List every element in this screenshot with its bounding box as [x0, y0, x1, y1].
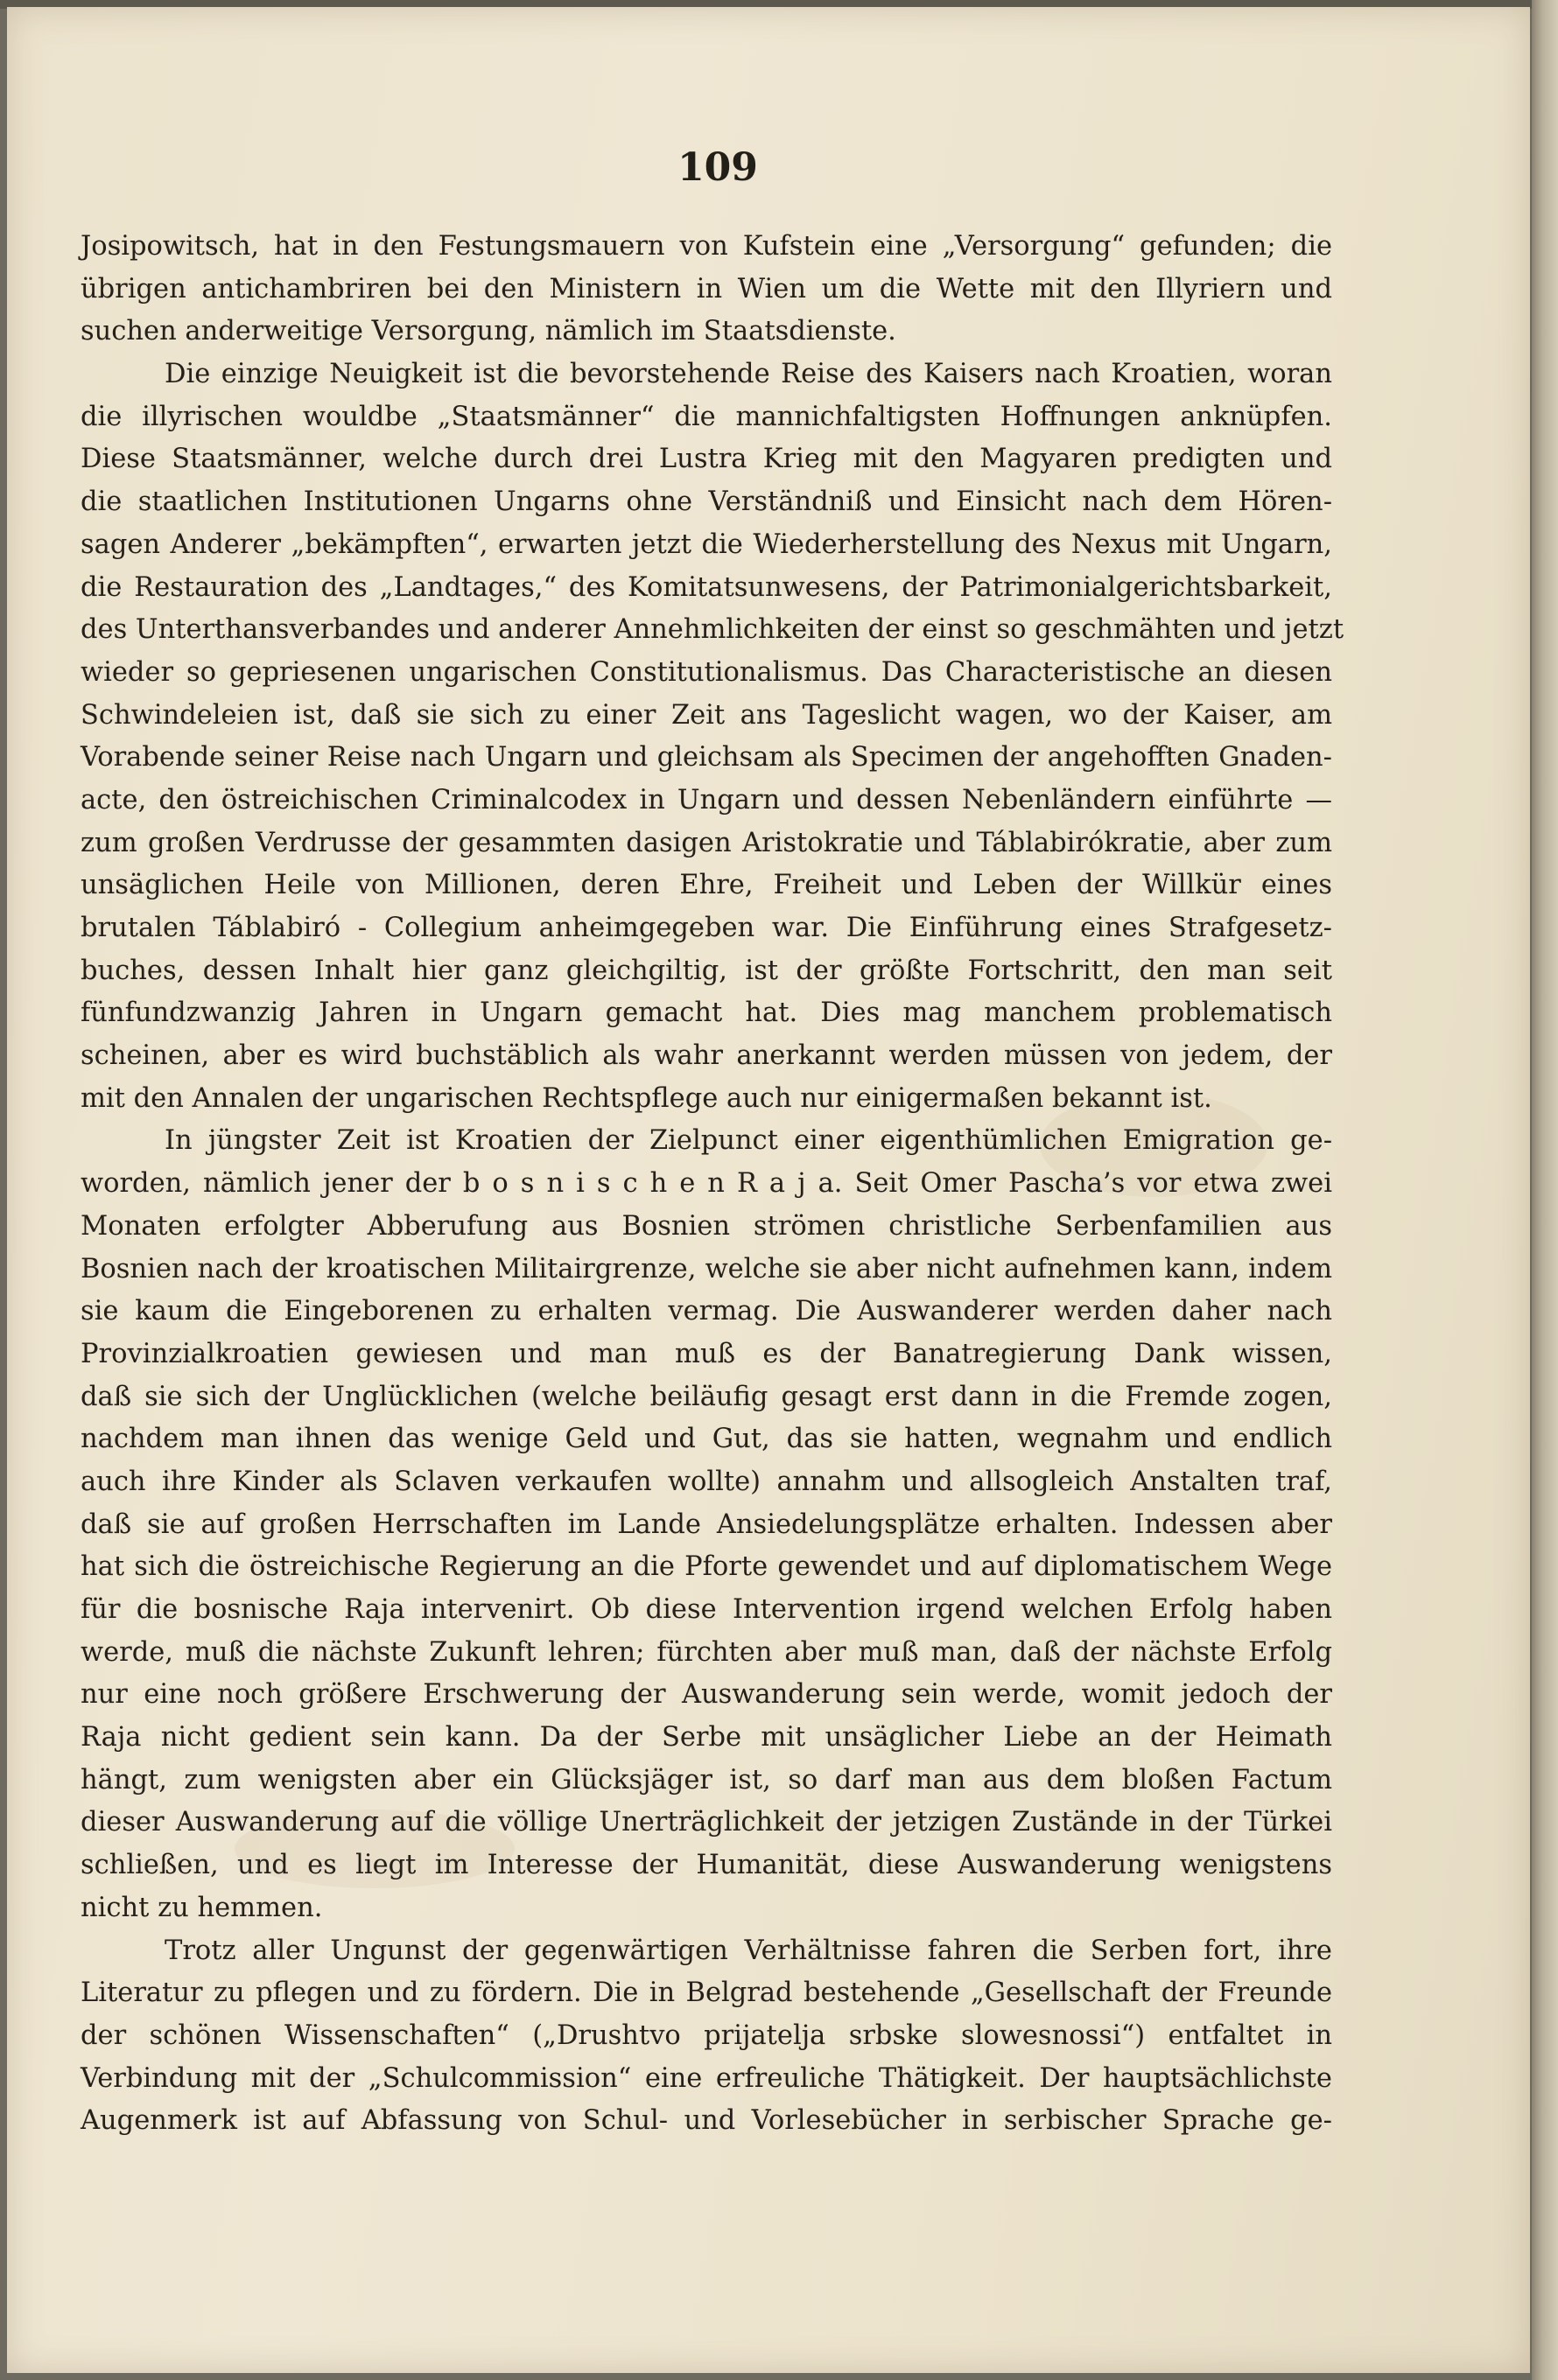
- text-line: nur eine noch größere Erschwerung der Auswanderung sein werde, womit jedoch der: [81, 1679, 1332, 1711]
- scan-edge-right: [1532, 0, 1558, 2380]
- text-line: werde, muß die nächste Zukunft lehren; fürchten aber muß man, daß der nächste Erfolg: [81, 1636, 1332, 1668]
- text-line: Vorabende seiner Reise nach Ungarn und gleichsam als Specimen der angehofften Gnaden-: [81, 742, 1332, 774]
- text-line: Josipowitsch, hat in den Festungsmauern von Kufstein eine „Versorgung“ gefunden; die: [81, 231, 1332, 262]
- book-page: [7, 7, 1530, 2373]
- text-line: zum großen Verdrusse der gesammten dasigen Aristokratie und Táblabirókratie, aber zum: [81, 827, 1332, 858]
- text-line: daß sie auf großen Herrschaften im Lande Ansiedelungsplätze erhalten. Indessen aber: [81, 1508, 1332, 1540]
- text-line: hängt, zum wenigsten aber ein Glücksjäger ist, so darf man aus dem bloßen Factum: [81, 1764, 1332, 1796]
- body-text: [81, 226, 1344, 2143]
- page-number: 109: [677, 145, 758, 190]
- text-line: Bosnien nach der kroatischen Militairgrenze, welche sie aber nicht aufnehmen kann, indem: [81, 1253, 1332, 1284]
- text-line: schließen, und es liegt im Interesse der Humanität, diese Auswanderung wenigstens: [81, 1850, 1332, 1881]
- text-line: hat sich die östreichische Regierung an die Pforte gewendet und auf diplomatischem Wege: [81, 1551, 1332, 1583]
- text-line: dieser Auswanderung auf die völlige Unerträglichkeit der jetzigen Zustände in der Türkei: [81, 1807, 1332, 1838]
- text-line: die illyrischen wouldbe „Staatsmänner“ die mannichfaltigsten Hoffnungen anknüpfen.: [81, 401, 1332, 432]
- text-line: buches, dessen Inhalt hier ganz gleichgiltig, ist der größte Fortschritt, den man seit: [81, 955, 1332, 986]
- text-line: Verbindung mit der „Schulcommission“ eine erfreuliche Thätigkeit. Der hauptsächlichste: [81, 2062, 1332, 2094]
- text-line: übrigen antichambriren bei den Ministern in Wien um die Wette mit den Illyriern und: [81, 273, 1332, 304]
- text-line: nachdem man ihnen das wenige Geld und Gut, das sie hatten, wegnahm und endlich: [81, 1424, 1332, 1455]
- text-line: die Restauration des „Landtages,“ des Komitatsunwesens, der Patrimonialgerichtsbarkeit,: [81, 571, 1332, 603]
- text-line: sie kaum die Eingeborenen zu erhalten vermag. Die Auswanderer werden daher nach: [81, 1296, 1332, 1327]
- text-line: sagen Anderer „bekämpften“, erwarten jetzt die Wiederherstellung des Nexus mit Ungarn,: [81, 528, 1332, 560]
- text-line: Augenmerk ist auf Abfassung von Schul- und Vorlesebücher in serbischer Sprache ge-: [81, 2105, 1332, 2137]
- text-line: die staatlichen Institutionen Ungarns ohne Verständniß und Einsicht nach dem Hören-: [81, 486, 1332, 518]
- text-line: Diese Staatsmänner, welche durch drei Lustra Krieg mit den Magyaren predigten und: [81, 444, 1332, 475]
- text-line: für die bosnische Raja intervenirt. Ob diese Intervention irgend welchen Erfolg haben: [81, 1594, 1332, 1625]
- text-line: fünfundzwanzig Jahren in Ungarn gemacht hat. Dies mag manchem problematisch: [81, 998, 1332, 1029]
- text-line: Raja nicht gedient sein kann. Da der Serbe mit unsäglicher Liebe an der Heimath: [81, 1722, 1332, 1754]
- text-line: unsäglichen Heile von Millionen, deren Ehre, Freiheit und Leben der Willkür eines: [81, 870, 1332, 901]
- text-line: brutalen Táblabiró - Collegium anheimgegeben war. Die Einführung eines Strafgesetz-: [81, 913, 1332, 943]
- text-line: des Unterthansverbandes und anderer Annehmlichkeiten der einst so geschmähten und jetzt: [81, 614, 1344, 646]
- text-line: scheinen, aber es wird buchstäblich als wahr anerkannt werden müssen von jedem, der: [81, 1040, 1332, 1072]
- text-line: nicht zu hemmen.: [81, 1892, 323, 1923]
- text-line: Die einzige Neuigkeit ist die bevorstehende Reise des Kaisers nach Kroatien, woran: [165, 359, 1332, 390]
- text-line: Trotz aller Ungunst der gegenwärtigen Verhältnisse fahren die Serben fort, ihre: [165, 1935, 1332, 1966]
- text-line: Monaten erfolgter Abberufung aus Bosnien strömen christliche Serbenfamilien aus: [81, 1210, 1332, 1242]
- text-line: daß sie sich der Unglücklichen (welche beiläufig gesagt erst dann in die Fremde zogen,: [81, 1381, 1332, 1412]
- text-line: mit den Annalen der ungarischen Rechtspflege auch nur einigermaßen bekannt ist.: [81, 1082, 1212, 1114]
- text-line: In jüngster Zeit ist Kroatien der Zielpunct einer eigenthümlichen Emigration ge-: [165, 1125, 1332, 1157]
- text-line: acte, den östreichischen Criminalcodex in Ungarn und dessen Nebenländern einführte —: [81, 784, 1332, 816]
- text-line: der schönen Wissenschaften“ („Drushtvo prijatelja srbske slowesnossi“) entfaltet in: [81, 2020, 1332, 2051]
- text-line: worden, nämlich jener der b o s n i s c h e n R a j a. Seit Omer Pascha’s vor etwa zwei: [81, 1168, 1332, 1200]
- text-line: Literatur zu pflegen und zu fördern. Die in Belgrad bestehende „Gesellschaft der Freunde: [81, 1978, 1332, 2009]
- text-line: suchen anderweitige Versorgung, nämlich im Staatsdienste.: [81, 316, 896, 347]
- text-line: Provinzialkroatien gewiesen und man muß es der Banatregierung Dank wissen,: [81, 1338, 1332, 1369]
- text-line: wieder so gepriesenen ungarischen Constitutionalismus. Das Characteristische an diesen: [81, 656, 1332, 688]
- text-line: Schwindeleien ist, daß sie sich zu einer Zeit ans Tageslicht wagen, wo der Kaiser, am: [81, 699, 1332, 731]
- text-line: auch ihre Kinder als Sclaven verkaufen wollte) annahm und allsogleich Anstalten traf,: [81, 1466, 1332, 1497]
